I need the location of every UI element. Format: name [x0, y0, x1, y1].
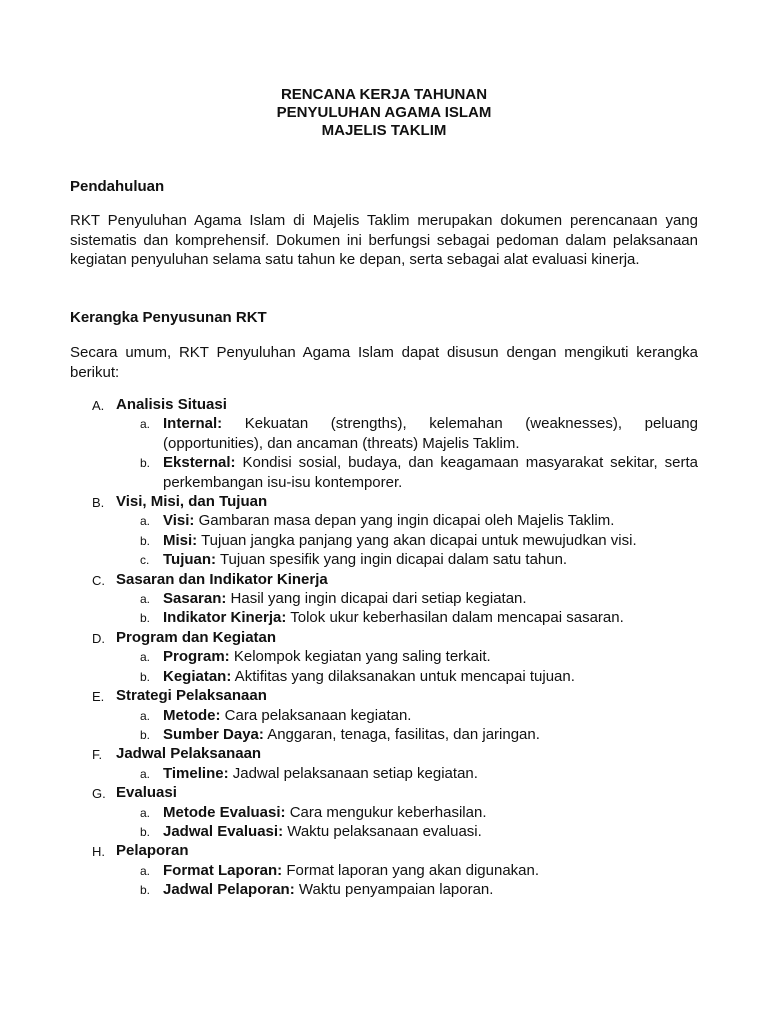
list-item — [70, 511, 698, 530]
item-term: Metode Evaluasi: — [163, 803, 286, 821]
section-title: Evaluasi — [116, 784, 177, 802]
item-description: Tujuan spesifik yang ingin dicapai dalam satu tahun. — [216, 551, 568, 569]
item-term: Sumber Daya: — [163, 725, 264, 743]
item-description: Cara pelaksanaan kegiatan. — [220, 706, 412, 724]
framework-paragraph: Secara umum, RKT Penyuluhan Agama Islam dapat disusun dengan mengikuti kerangka berikut: — [70, 344, 698, 381]
item-description: Tujuan jangka panjang yang akan dicapai untuk mewujudkan visi. — [197, 531, 637, 549]
item-letter: b. — [140, 669, 151, 684]
list-item — [70, 706, 698, 725]
section-letter: G. — [92, 786, 106, 802]
title-line-3: MAJELIS TAKLIM — [321, 122, 447, 139]
item-letter: b. — [140, 533, 151, 548]
item-letter: b. — [140, 611, 151, 626]
item-description: Kelompok kegiatan yang saling terkait. — [229, 648, 491, 666]
framework-section — [70, 686, 698, 744]
list-item — [70, 667, 698, 686]
item-description: Anggaran, tenaga, fasilitas, dan jaringan. — [263, 725, 540, 743]
item-letter: b. — [140, 824, 151, 839]
title-line-2: PENYULUHAN AGAMA ISLAM — [276, 104, 492, 121]
list-item — [70, 414, 698, 453]
list-item — [70, 822, 698, 841]
list-item — [70, 550, 698, 569]
item-term: Metode: — [163, 706, 221, 724]
item-term: Visi: — [163, 512, 195, 530]
section-heading — [70, 744, 698, 763]
section-title: Strategi Pelaksanaan — [116, 687, 267, 705]
section-title: Visi, Misi, dan Tujuan — [116, 493, 268, 511]
item-term: Sasaran: — [163, 590, 227, 608]
section-letter: C. — [92, 572, 105, 588]
item-term: Internal: — [163, 415, 223, 433]
list-item — [70, 453, 698, 492]
section-letter: E. — [92, 689, 105, 705]
section-heading — [70, 492, 698, 511]
item-term: Format Laporan: — [163, 861, 283, 879]
intro-paragraph: RKT Penyuluhan Agama Islam di Majelis Taklim merupakan dokumen perencanaan yang sistematis dan komprehensif. Dokumen ini berfungsi sebagai pedoman dalam pelaksanaan kegiatan penyuluhan selama satu tahun ke depan, serta sebagai alat evaluasi kinerja. — [70, 212, 698, 268]
item-description: Hasil yang ingin dicapai dari setiap kegiatan. — [226, 590, 527, 608]
item-term: Timeline: — [163, 764, 229, 782]
section-letter: F. — [92, 747, 103, 763]
list-item — [70, 531, 698, 550]
framework-section — [70, 841, 698, 899]
item-description: Tolok ukur keberhasilan dalam mencapai sasaran. — [286, 609, 624, 627]
section-heading — [70, 783, 698, 802]
item-description: Gambaran masa depan yang ingin dicapai oleh Majelis Taklim. — [194, 512, 615, 530]
framework-section — [70, 744, 698, 783]
framework-heading: Kerangka Penyusunan RKT — [70, 309, 267, 326]
framework-section — [70, 783, 698, 841]
section-heading — [70, 395, 698, 414]
section-title: Sasaran dan Indikator Kinerja — [116, 570, 328, 588]
item-term: Misi: — [163, 531, 198, 549]
section-letter: D. — [92, 630, 105, 646]
item-letter: b. — [140, 883, 151, 898]
item-description: Format laporan yang akan digunakan. — [282, 861, 540, 879]
list-item — [70, 647, 698, 666]
item-letter: a. — [140, 650, 151, 665]
section-heading — [70, 686, 698, 705]
framework-list — [70, 395, 698, 900]
item-letter: b. — [140, 727, 151, 742]
item-description: Kekuatan (strengths), kelemahan (weaknesses), peluang (opportunities), dan ancaman (threats) Majelis Taklim. — [163, 415, 698, 452]
item-term: Indikator Kinerja: — [163, 609, 287, 627]
section-title: Program dan Kegiatan — [116, 628, 277, 646]
item-description: Waktu penyampaian laporan. — [294, 881, 494, 899]
section-letter: B. — [92, 495, 105, 511]
item-letter: b. — [140, 456, 151, 471]
section-heading — [70, 570, 698, 589]
item-letter: a. — [140, 514, 151, 529]
list-item — [70, 725, 698, 744]
item-letter: a. — [140, 417, 151, 432]
section-letter: H. — [92, 844, 105, 860]
list-item — [70, 803, 698, 822]
section-title: Pelaporan — [116, 842, 189, 860]
item-term: Jadwal Evaluasi: — [163, 822, 284, 840]
item-term: Tujuan: — [163, 551, 217, 569]
list-item — [70, 589, 698, 608]
item-description: Cara mengukur keberhasilan. — [285, 803, 487, 821]
item-term: Kegiatan: — [163, 667, 232, 685]
item-letter: a. — [140, 708, 151, 723]
item-letter: c. — [140, 553, 150, 568]
item-term: Eksternal: — [163, 454, 236, 472]
section-letter: A. — [92, 398, 105, 413]
framework-section — [70, 492, 698, 570]
item-description: Aktifitas yang dilaksanakan untuk mencapai tujuan. — [231, 667, 575, 685]
item-letter: a. — [140, 592, 151, 607]
section-heading — [70, 841, 698, 860]
item-description: Jadwal pelaksanaan setiap kegiatan. — [228, 764, 478, 782]
item-description: Kondisi sosial, budaya, dan keagamaan masyarakat sekitar, serta perkembangan isu-isu kontemporer. — [163, 454, 698, 491]
framework-section — [70, 570, 698, 628]
item-description: Waktu pelaksanaan evaluasi. — [283, 822, 482, 840]
intro-heading: Pendahuluan — [70, 178, 165, 195]
item-letter: a. — [140, 863, 151, 878]
list-item — [70, 861, 698, 880]
item-letter: a. — [140, 766, 151, 781]
section-heading — [70, 628, 698, 647]
section-title: Analisis Situasi — [116, 396, 227, 413]
list-item — [70, 608, 698, 627]
item-term: Jadwal Pelaporan: — [163, 881, 295, 899]
list-item — [70, 764, 698, 783]
list-item — [70, 880, 698, 899]
framework-section — [70, 395, 698, 492]
item-term: Program: — [163, 648, 230, 666]
item-letter: a. — [140, 805, 151, 820]
title-line-1: RENCANA KERJA TAHUNAN — [280, 86, 488, 103]
document-title — [0, 86, 768, 140]
section-title: Jadwal Pelaksanaan — [116, 745, 262, 763]
framework-section — [70, 628, 698, 686]
